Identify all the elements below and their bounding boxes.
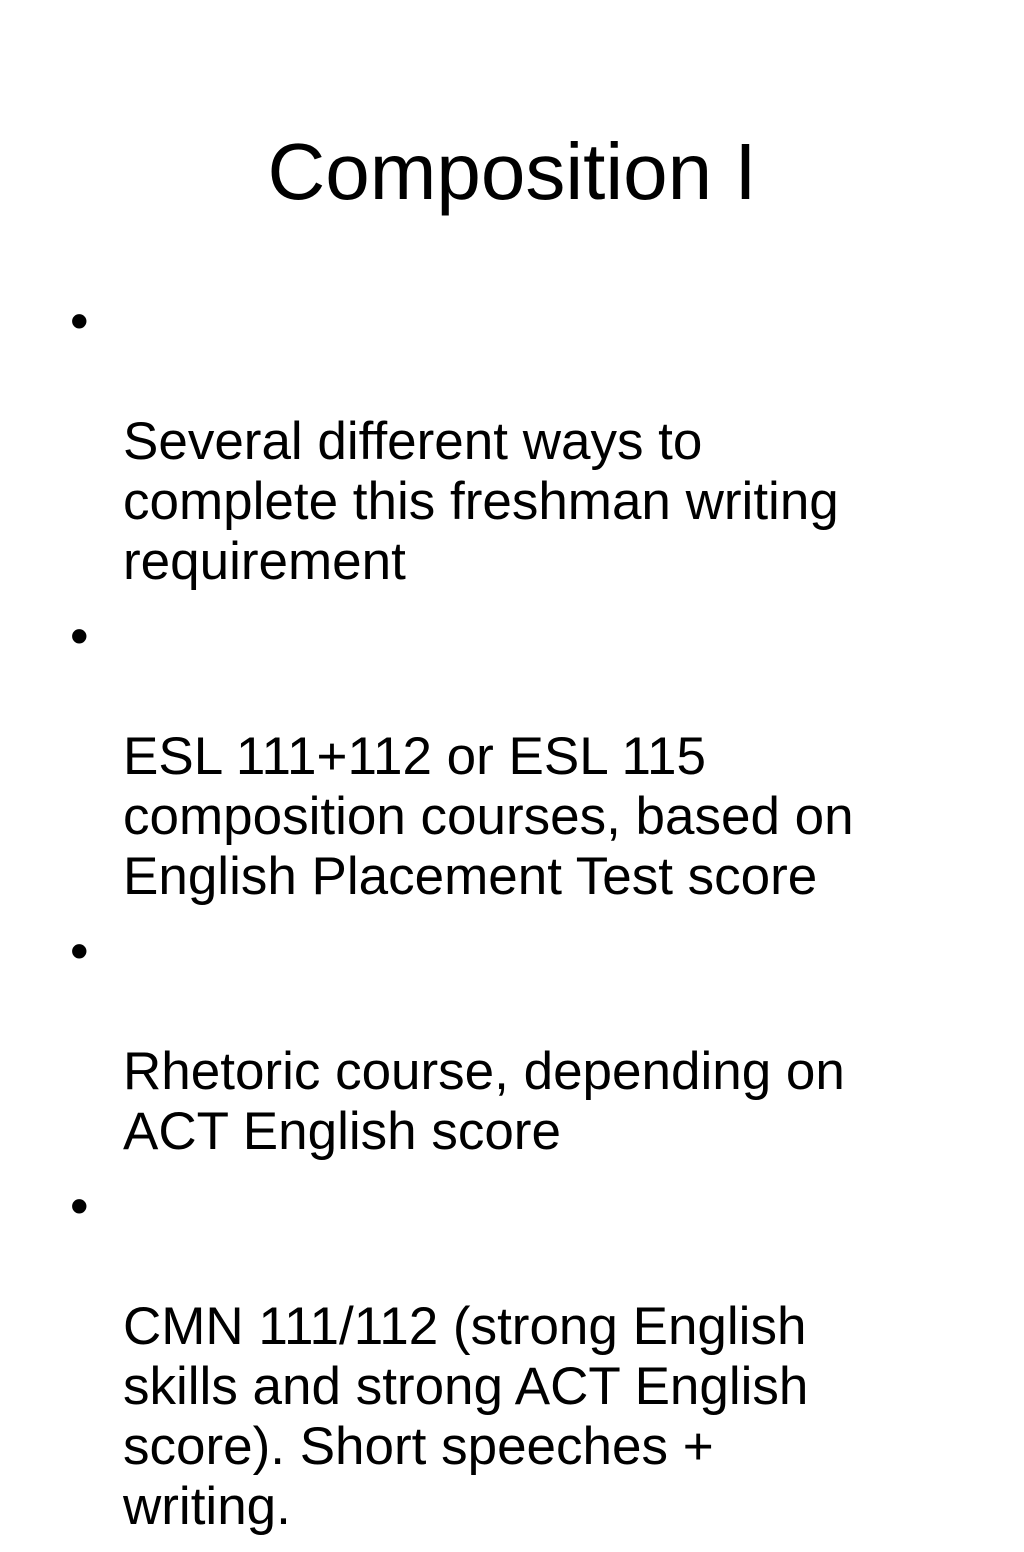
bullet-item-cmn-courses (70, 1177, 970, 1537)
slide-title: Composition I (267, 127, 757, 216)
bullet-icon: • (70, 922, 89, 981)
bullet-icon: • (70, 1177, 89, 1236)
bullet-icon: • (70, 607, 89, 666)
bullet-text: Rhetoric course, depending on ACT English score (123, 1042, 845, 1161)
bullet-text: CMN 111/112 (strong English skills and strong ACT English score). Short speeches + writing. (123, 1297, 809, 1536)
bullet-item-several-ways (70, 292, 970, 592)
bullet-text: ESL 111+112 or ESL 115 composition courses, based on English Placement Test score (123, 727, 854, 906)
bullet-text: Several different ways to complete this freshman writing requirement (123, 412, 839, 591)
bullet-list (70, 292, 970, 1552)
bullet-icon: • (70, 292, 89, 351)
bullet-item-rhetoric-course (70, 922, 970, 1162)
bullet-item-esl-courses (70, 607, 970, 907)
